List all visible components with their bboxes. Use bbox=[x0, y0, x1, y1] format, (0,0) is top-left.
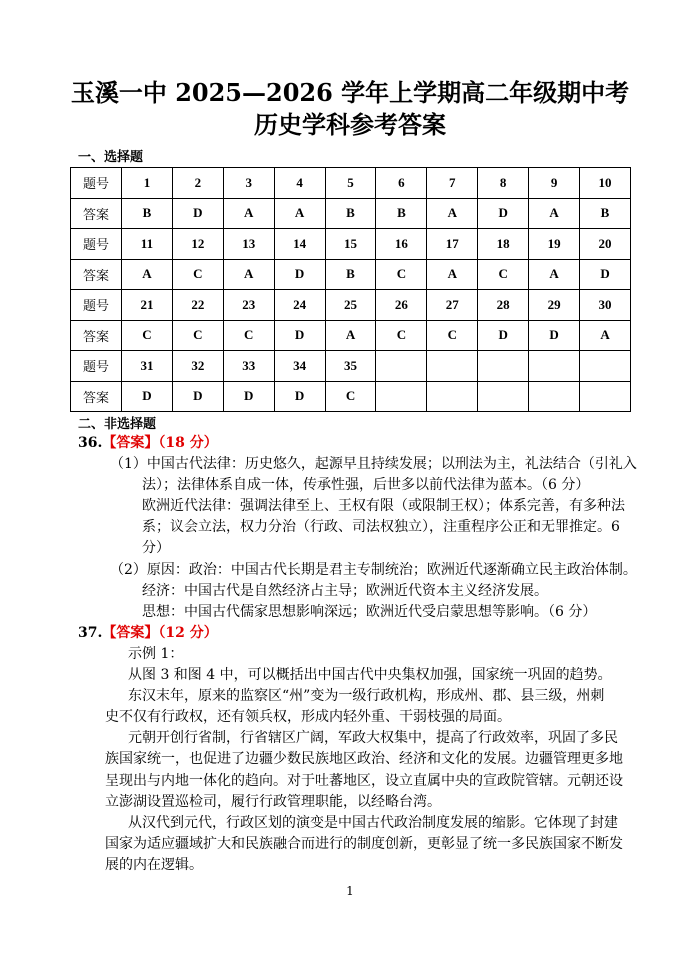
question-number-row bbox=[71, 351, 631, 382]
answer-cell: A bbox=[580, 320, 631, 351]
answer-cell: C bbox=[376, 320, 427, 351]
question-heading bbox=[0, 623, 700, 644]
question-number-cell: 2 bbox=[172, 168, 223, 199]
question-number-cell: 17 bbox=[427, 229, 478, 260]
question-number-cell: 20 bbox=[580, 229, 631, 260]
question-number-cell: 30 bbox=[580, 290, 631, 321]
answer-text-line: 思想：中国古代儒家思想影响深远；欧洲近代受启蒙思想等影响。（6 分） bbox=[142, 603, 597, 620]
question-number-cell: 4 bbox=[274, 168, 325, 199]
answer-text-line: 从图 3 和图 4 中，可以概括出中国古代中央集权加强，国家统一巩固的趋势。 bbox=[128, 667, 612, 684]
question-number-cell: 5 bbox=[325, 168, 376, 199]
question-number-cell: 24 bbox=[274, 290, 325, 321]
question-number-cell: 23 bbox=[223, 290, 274, 321]
question-number-row bbox=[71, 168, 631, 199]
question-heading bbox=[0, 433, 700, 454]
question-number-cell: 21 bbox=[122, 290, 173, 321]
answer-text-line: 族国家统一，也促进了边疆少数民族地区政治、经济和文化的发展。边疆管理更多地 bbox=[105, 751, 623, 768]
question-number-cell: 33 bbox=[223, 351, 274, 382]
row-label: 题号 bbox=[71, 290, 122, 321]
question-number-cell: 27 bbox=[427, 290, 478, 321]
row-label: 答案 bbox=[71, 198, 122, 229]
answer-text-line: 元朝开创行省制，行省辖区广阔，军政大权集中，提高了行政效率，巩固了多民 bbox=[128, 730, 618, 747]
answer-text-line: 法）；法律体系自成一体，传承性强，后世多以前代法律为蓝本。（6 分） bbox=[142, 477, 590, 494]
question-number-cell: 34 bbox=[274, 351, 325, 382]
answer-cell: C bbox=[223, 320, 274, 351]
answer-row bbox=[71, 320, 631, 351]
answer-score-tag: 【答案】（12 分） bbox=[102, 624, 218, 641]
answer-cell: C bbox=[122, 320, 173, 351]
row-label: 答案 bbox=[71, 320, 122, 351]
answer-row bbox=[71, 259, 631, 290]
question-number-cell: 8 bbox=[478, 168, 529, 199]
question-number-cell bbox=[529, 351, 580, 382]
row-label: 答案 bbox=[71, 259, 122, 290]
answer-text-line: 立澎湖设置巡检司，履行行政管理职能，以经略台湾。 bbox=[105, 793, 441, 810]
answer-text-line: （1）中国古代法律：历史悠久，起源早且持续发展；以刑法为主，礼法结合（引礼入 bbox=[110, 456, 637, 473]
question-number-cell: 16 bbox=[376, 229, 427, 260]
question-number-cell bbox=[478, 351, 529, 382]
answer-text-line: 系；议会立法，权力分治（行政、司法权独立），注重程序公正和无罪推定。6 bbox=[142, 519, 620, 536]
question-number-cell: 7 bbox=[427, 168, 478, 199]
question-number: 37. bbox=[78, 624, 103, 641]
question-number-row bbox=[71, 290, 631, 321]
answer-cell: C bbox=[172, 320, 223, 351]
answer-text-line: 示例 1： bbox=[128, 645, 184, 662]
answer-cell: D bbox=[529, 320, 580, 351]
answer-cell: D bbox=[172, 381, 223, 412]
answer-cell: C bbox=[376, 259, 427, 290]
question-number-cell: 14 bbox=[274, 229, 325, 260]
answer-cell: B bbox=[122, 198, 173, 229]
answer-cell: C bbox=[172, 259, 223, 290]
question-number-cell bbox=[580, 351, 631, 382]
answer-cell: D bbox=[478, 198, 529, 229]
answer-row bbox=[71, 381, 631, 412]
question-number-cell: 10 bbox=[580, 168, 631, 199]
question-number-cell: 9 bbox=[529, 168, 580, 199]
answer-row bbox=[71, 198, 631, 229]
answer-cell bbox=[529, 381, 580, 412]
answer-cell: D bbox=[274, 381, 325, 412]
answer-table bbox=[70, 167, 631, 412]
answer-cell: A bbox=[529, 259, 580, 290]
answer-cell: D bbox=[274, 320, 325, 351]
answer-cell: D bbox=[223, 381, 274, 412]
row-label: 答案 bbox=[71, 381, 122, 412]
answer-text-line: （2）原因：政治：中国古代长期是君主专制统治；欧洲近代逐渐确立民主政治体制。 bbox=[110, 561, 637, 578]
question-number-cell: 35 bbox=[325, 351, 376, 382]
question-number-cell: 1 bbox=[122, 168, 173, 199]
question-number-cell: 29 bbox=[529, 290, 580, 321]
answer-cell: B bbox=[325, 259, 376, 290]
section-heading-choice: 一、选择题 bbox=[78, 150, 144, 165]
answer-cell bbox=[376, 381, 427, 412]
question-number-cell: 6 bbox=[376, 168, 427, 199]
answer-text-line: 分） bbox=[142, 540, 170, 557]
answer-text-line: 展的内在逻辑。 bbox=[105, 856, 203, 873]
answer-cell: C bbox=[325, 381, 376, 412]
answer-text-line: 欧洲近代法律：强调法律至上、王权有限（或限制王权）；体系完善，有多种法 bbox=[142, 498, 625, 515]
question-number-cell: 28 bbox=[478, 290, 529, 321]
question-number-cell: 22 bbox=[172, 290, 223, 321]
question-number-cell: 25 bbox=[325, 290, 376, 321]
answer-text-line: 经济：中国古代是自然经济占主导；欧洲近代资本主义经济发展。 bbox=[142, 582, 548, 599]
answer-cell: C bbox=[427, 320, 478, 351]
section-heading-nonchoice: 二、非选择题 bbox=[78, 417, 157, 432]
question-number-cell: 11 bbox=[122, 229, 173, 260]
answer-cell: B bbox=[325, 198, 376, 229]
question-number-cell: 31 bbox=[122, 351, 173, 382]
answer-cell: D bbox=[580, 259, 631, 290]
answer-cell: B bbox=[376, 198, 427, 229]
row-label: 题号 bbox=[71, 229, 122, 260]
question-number-cell: 18 bbox=[478, 229, 529, 260]
answer-cell: C bbox=[478, 259, 529, 290]
answer-cell: A bbox=[223, 198, 274, 229]
answer-text-line: 东汉末年，原来的监察区“州”变为一级行政机构，形成州、郡、县三级，州刺 bbox=[128, 688, 605, 705]
answer-text-line: 从汉代到元代，行政区划的演变是中国古代政治制度发展的缩影。它体现了封建 bbox=[128, 814, 618, 831]
answer-body bbox=[0, 433, 700, 876]
page-number: 1 bbox=[346, 884, 354, 898]
answer-cell: A bbox=[427, 198, 478, 229]
answer-score-tag: 【答案】（18 分） bbox=[102, 435, 218, 451]
answer-cell: D bbox=[122, 381, 173, 412]
answer-cell: A bbox=[122, 259, 173, 290]
answer-cell: A bbox=[325, 320, 376, 351]
answer-text-line: 国家为适应疆域扩大和民族融合而进行的制度创新，更彰显了统一多民族国家不断发 bbox=[105, 835, 623, 852]
answer-cell: B bbox=[580, 198, 631, 229]
question-number-cell bbox=[376, 351, 427, 382]
answer-cell: D bbox=[274, 259, 325, 290]
row-label: 题号 bbox=[71, 351, 122, 382]
answer-cell: A bbox=[223, 259, 274, 290]
row-label: 题号 bbox=[71, 168, 122, 199]
question-number-cell: 12 bbox=[172, 229, 223, 260]
question-number: 36. bbox=[78, 435, 103, 451]
question-number-cell bbox=[427, 351, 478, 382]
answer-cell: A bbox=[427, 259, 478, 290]
answer-cell bbox=[478, 381, 529, 412]
document-subtitle: 历史学科参考答案 bbox=[254, 110, 446, 139]
document-title: 玉溪一中 2025—2026 学年上学期高二年级期中考 bbox=[70, 78, 630, 107]
question-number-cell: 13 bbox=[223, 229, 274, 260]
question-number-cell: 26 bbox=[376, 290, 427, 321]
answer-cell: A bbox=[274, 198, 325, 229]
answer-cell bbox=[580, 381, 631, 412]
answer-cell bbox=[427, 381, 478, 412]
question-number-cell: 3 bbox=[223, 168, 274, 199]
answer-cell: D bbox=[478, 320, 529, 351]
answer-text-line: 呈现出与内地一体化的趋向。对于吐蕃地区，设立直属中央的宣政院管辖。元朝还设 bbox=[105, 772, 623, 789]
answer-text-line: 史不仅有行政权，还有领兵权，形成内轻外重、干弱枝强的局面。 bbox=[105, 709, 511, 726]
question-number-row bbox=[71, 229, 631, 260]
question-number-cell: 19 bbox=[529, 229, 580, 260]
question-number-cell: 15 bbox=[325, 229, 376, 260]
answer-cell: A bbox=[529, 198, 580, 229]
answer-cell: D bbox=[172, 198, 223, 229]
question-number-cell: 32 bbox=[172, 351, 223, 382]
